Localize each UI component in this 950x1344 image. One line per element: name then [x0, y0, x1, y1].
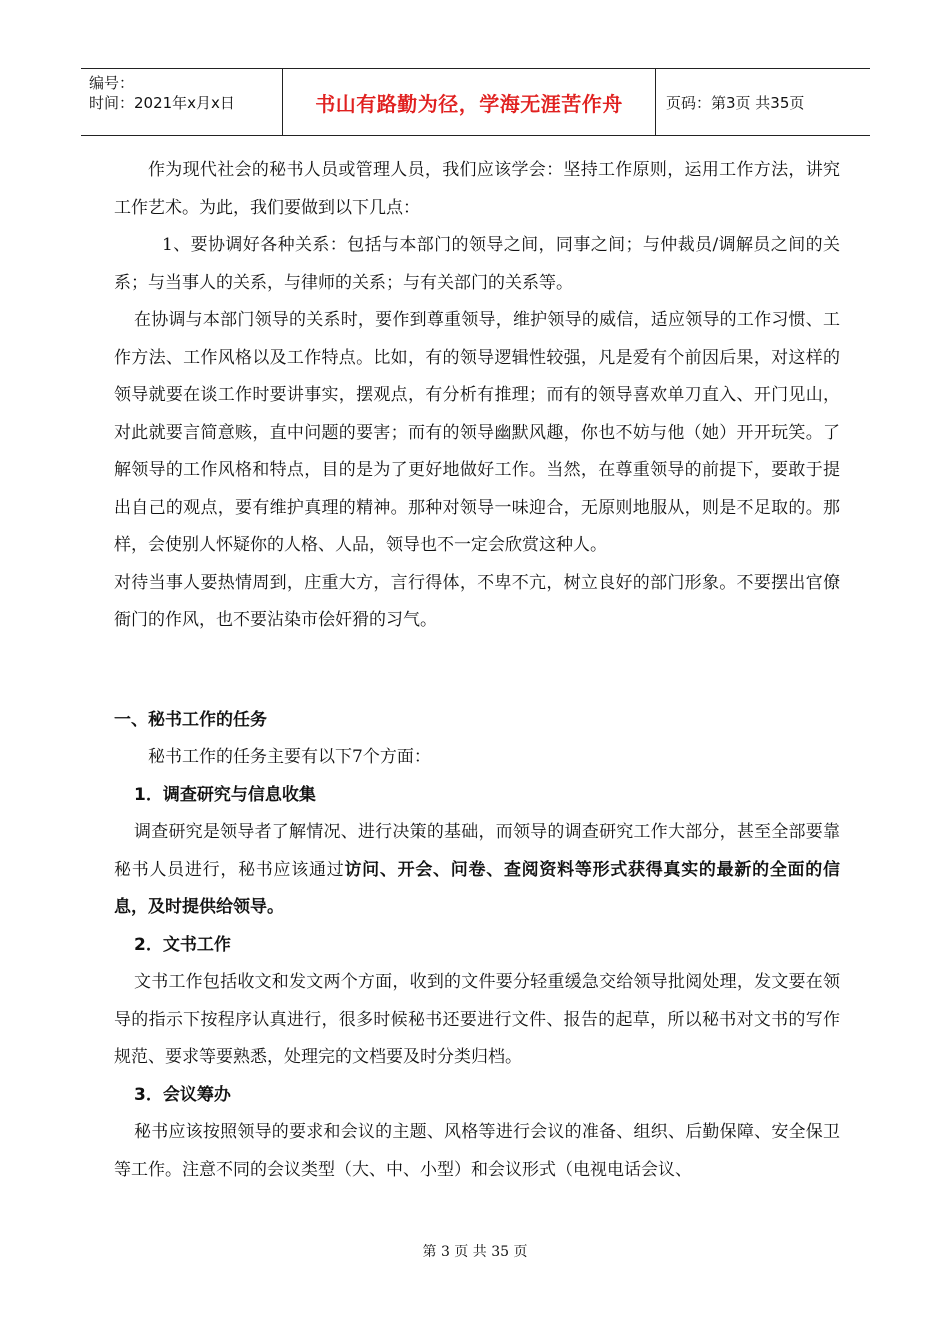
- paragraph-meetings: 秘书应该按照领导的要求和会议的主题、风格等进行会议的准备、组织、后勤保障、安全保卫等工作。注意不同的会议类型（大、中、小型）和会议形式（电视电话会议、: [114, 1122, 840, 1180]
- section-title: 一、秘书工作的任务: [114, 709, 267, 730]
- item-title-research: 1．调查研究与信息收集: [134, 784, 316, 805]
- item-title-meetings: 3．会议筹办: [134, 1084, 231, 1105]
- document-header: [81, 68, 870, 136]
- page-info: 页码：第3页 共35页: [666, 93, 805, 112]
- research-text: 调查研究是领导者了解情况、进行决策的基础，而领导的调查研究工作大部分，甚至全部要靠秘书人员进行，秘书应该通过: [114, 822, 840, 880]
- slogan: 书山有路勤为径，学海无涯苦作舟: [315, 91, 623, 116]
- paragraph-intro: 作为现代社会的秘书人员或管理人员，我们应该学会：坚持工作原则，运用工作方法，讲究工作艺术。为此，我们要做到以下几点：: [114, 160, 840, 218]
- research-text-bold: 访问、开会、问卷、查阅资料等形式获得真实的最新的全面的信息，及时提供给领导。: [114, 859, 841, 917]
- header-meta: [81, 69, 283, 135]
- paragraph-leaders: 在协调与本部门领导的关系时，要作到尊重领导，维护领导的威信，适应领导的工作习惯、工作方法、工作风格以及工作特点。比如，有的领导逻辑性较强，凡是爱有个前因后果，对这样的领导就要在谈工作时要讲事实，摆观点，有分析有推理；而有的领导喜欢单刀直入、开门见山，对此就要言简意赅，直中问题的要害；而有的领导幽默风趣，你也不妨与他（她）开开玩笑。了解领导的工作风格和特点，目的是为了更好地做好工作。当然，在尊重领导的前提下，要敢于提出自己的观点，要有维护真理的精神。那种对领导一味迎合，无原则地服从，则是不足取的。那样，会使别人怀疑你的人格、人品，领导也不一定会欣赏这种人。: [114, 310, 840, 555]
- number-label: 编号：: [89, 74, 135, 92]
- header-page-info: [656, 69, 870, 135]
- header-slogan-cell: [283, 69, 656, 135]
- spacer: [114, 640, 840, 702]
- item-title-documents: 2．文书工作: [134, 934, 231, 955]
- paragraph-parties: 对待当事人要热情周到，庄重大方，言行得体，不卑不亢，树立良好的部门形象。不要摆出官僚衙门的作风，也不要沾染市侩奸猾的习气。: [114, 572, 840, 630]
- paragraph-documents: 文书工作包括收文和发文两个方面，收到的文件要分轻重缓急交给领导批阅处理，发文要在领导的指示下按程序认真进行，很多时候秘书还要进行文件、报告的起草，所以秘书对文书的写作规范、要求等要熟悉，处理完的文档要及时分类归档。: [114, 972, 840, 1067]
- page-footer: 第 3 页 共 35 页: [422, 1244, 528, 1260]
- paragraph-relations: 1、要协调好各种关系：包括与本部门的领导之间，同事之间；与仲裁员/调解员之间的关系；与当事人的关系，与律师的关系；与有关部门的关系等。: [114, 235, 840, 293]
- document-body: [114, 152, 840, 1189]
- section-intro: 秘书工作的任务主要有以下7个方面：: [148, 747, 431, 767]
- paragraph-research: [114, 814, 840, 927]
- time-label: 时间：2021年x月x日: [89, 94, 235, 112]
